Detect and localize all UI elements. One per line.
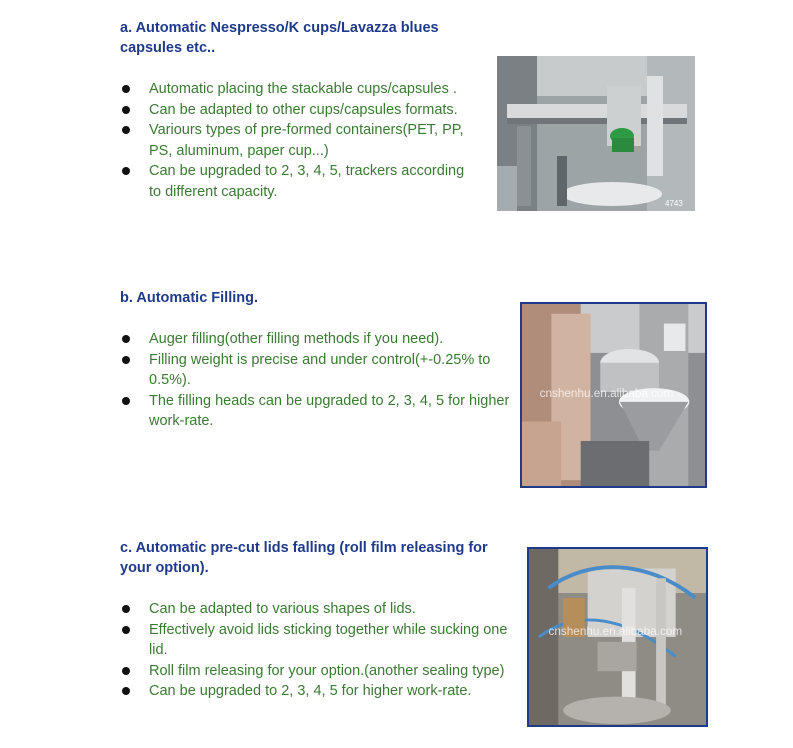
bullet-dot-icon [122,106,130,114]
bullet-dot-icon [122,667,130,675]
list-item: The filling heads can be upgraded to 2, 3, 4, 5 for higher work-rate. [120,391,510,432]
section-c [120,538,520,702]
list-item: Variours types of pre-formed containers(PET, PP, PS, aluminum, paper cup...) [120,120,470,161]
photo-watermark: cnshenhu.en.alibaba.com [548,625,683,639]
section-a [120,18,490,202]
bullet-dot-icon [122,356,130,364]
photo-auger-filling [520,302,707,488]
list-item: Can be adapted to other cups/capsules formats. [120,100,470,121]
bullet-dot-icon [122,687,130,695]
bullet-dot-icon [122,605,130,613]
photo-capsule-placing [497,56,695,211]
bullet-dot-icon [122,626,130,634]
list-item: Automatic placing the stackable cups/capsules . [120,79,470,100]
bullet-dot-icon [122,335,130,343]
bullet-dot-icon [122,167,130,175]
section-a-bullets [120,79,470,202]
section-b [120,288,510,432]
photo-watermark: cnshenhu.en.alibaba.com [539,386,674,400]
list-item: Filling weight is precise and under control(+-0.25% to 0.5%). [120,350,510,391]
list-item: Can be adapted to various shapes of lids. [120,599,518,620]
list-item: Can be upgraded to 2, 3, 4, 5 for higher work-rate. [120,681,518,702]
bullet-dot-icon [122,126,130,134]
list-item: Roll film releasing for your option.(another sealing type) [120,661,518,682]
photo-lid-falling [527,547,708,727]
bullet-dot-icon [122,85,130,93]
section-c-bullets [120,599,518,702]
list-item: Effectively avoid lids sticking together while sucking one lid. [120,620,518,661]
section-b-bullets [120,329,510,432]
photo-stamp: 4743 [665,199,683,208]
bullet-dot-icon [122,397,130,405]
list-item: Can be upgraded to 2, 3, 4, 5, trackers according to different capacity. [120,161,470,202]
section-b-heading: b. Automatic Filling. [120,290,259,306]
section-a-heading: a. Automatic Nespresso/K cups/Lavazza blues capsules etc.. [120,20,439,56]
list-item: Auger filling(other filling methods if you need). [120,329,510,350]
section-c-heading: c. Automatic pre-cut lids falling (roll film releasing for your option). [120,540,488,576]
